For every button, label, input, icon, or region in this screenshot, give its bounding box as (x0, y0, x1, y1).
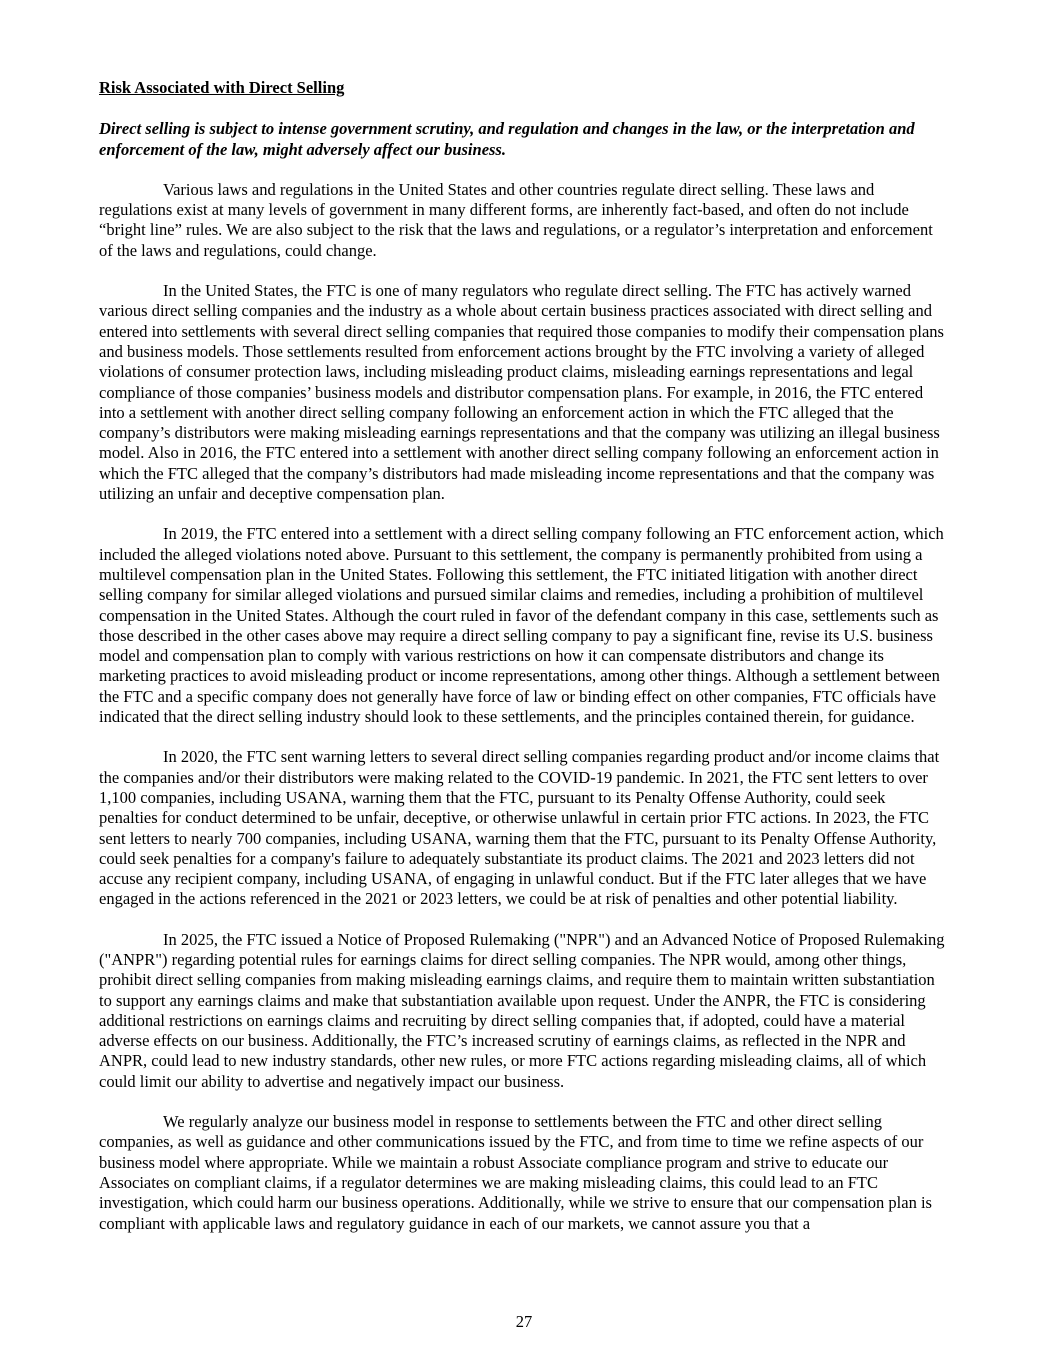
risk-statement-heading: Direct selling is subject to intense government scrutiny, and regulation and changes in the law, or the interpretation and enforcement of the law, might adversely affect our business. (99, 119, 915, 159)
document-body (99, 78, 947, 1254)
section-heading (99, 78, 947, 98)
paragraph-2: In the United States, the FTC is one of many regulators who regulate direct selling. The FTC has actively warned various direct selling companies and the industry as a whole about certain business practices associated with direct selling and entered into settlements with several direct selling companies that required those companies to modify their compensation plans and business models. Those settlements resulted from enforcement actions brought by the FTC involving a variety of alleged violations of consumer protection laws, including misleading product claims, misleading earnings representations and legal compliance of those companies’ business models and distributor compensation plans. For example, in 2016, the FTC entered into a settlement with another direct selling company following an enforcement action in which the FTC alleged that the company’s distributors were making misleading earnings representations and that the company was utilizing an illegal business model. Also in 2016, the FTC entered into a settlement with another direct selling company following an enforcement action in which the FTC alleged that the company’s distributors had made misleading income representations and that the company was utilizing an unfair and deceptive compensation plan. (99, 281, 944, 504)
paragraph-4: In 2020, the FTC sent warning letters to several direct selling companies regarding product and/or income claims that the companies and/or their distributors were making related to the COVID-19 pandemic. In 2021, the FTC sent letters to over 1,100 companies, including USANA, warning them that the FTC, pursuant to its Penalty Offense Authority, could seek penalties for conduct determined to be unfair, deceptive, or otherwise unlawful in certain prior FTC actions. In 2023, the FTC sent letters to nearly 700 companies, including USANA, warning them that the FTC, pursuant to its Penalty Offense Authority, could seek penalties for a company's failure to adequately substantiate its product claims. The 2021 and 2023 letters did not accuse any recipient company, including USANA, of engaging in unlawful conduct. But if the FTC later alleges that we have engaged in the actions referenced in the 2021 or 2023 letters, we could be at risk of penalties and other potential liability. (99, 747, 940, 909)
paragraph-1: Various laws and regulations in the United States and other countries regulate direct selling. These laws and regulations exist at many levels of government in many different forms, are inherently fact-based, and often do not include “bright line” rules. We are also subject to the risk that the laws and regulations, or a regulator’s interpretation and enforcement of the laws and regulations, could change. (99, 179, 933, 260)
paragraph-3: In 2019, the FTC entered into a settlement with a direct selling company following an FTC enforcement action, which included the alleged violations noted above. Pursuant to this settlement, the company is permanently prohibited from using a multilevel compensation plan in the United States. Following this settlement, the FTC initiated litigation with another direct selling company for similar alleged violations and pursued similar claims and remedies, including a prohibition of multilevel compensation in the United States. Although the court ruled in favor of the defendant company in this case, settlements such as those described in the other cases above may require a direct selling company to pay a significant fine, revise its U.S. business model and compensation plan to comply with various restrictions on how it can compensate distributors and change its marketing practices to avoid misleading product or income representations, among other things. Although a settlement between the FTC and a specific company does not generally have force of law or binding effect on other companies, FTC officials have indicated that the direct selling industry should look to these settlements, and the principles contained therein, for guidance. (99, 524, 944, 727)
paragraph-5: In 2025, the FTC issued a Notice of Proposed Rulemaking ("NPR") and an Advanced Notice of Proposed Rulemaking ("ANPR") regarding potential rules for earnings claims for direct selling companies. The NPR would, among other things, prohibit direct selling companies from making misleading earnings claims, and require them to maintain written substantiation to support any earnings claims and make that substantiation available upon request. Under the ANPR, the FTC is considering additional restrictions on earnings claims and recruiting by direct selling companies that, if adopted, could have a material adverse effects on our business. Additionally, the FTC’s increased scrutiny of earnings claims, as reflected in the NPR and ANPR, could lead to new industry standards, other new rules, or more FTC actions regarding misleading claims, all of which could limit our ability to advertise and negatively impact our business. (99, 929, 945, 1091)
page-number: 27 (515, 1312, 533, 1331)
section-heading-text: Risk Associated with Direct Selling (99, 78, 345, 97)
paragraph-6: We regularly analyze our business model in response to settlements between the FTC and other direct selling companies, as well as guidance and other communications issued by the FTC, and from time to time we refine aspects of our business model where appropriate. While we maintain a robust Associate compliance program and strive to educate our Associates on compliant claims, if a regulator determines we are making misleading claims, this could lead to an FTC investigation, which could harm our business operations. Additionally, while we strive to ensure that our compensation plan is compliant with applicable laws and regulatory guidance in each of our markets, we cannot assure you that a (99, 1112, 932, 1233)
